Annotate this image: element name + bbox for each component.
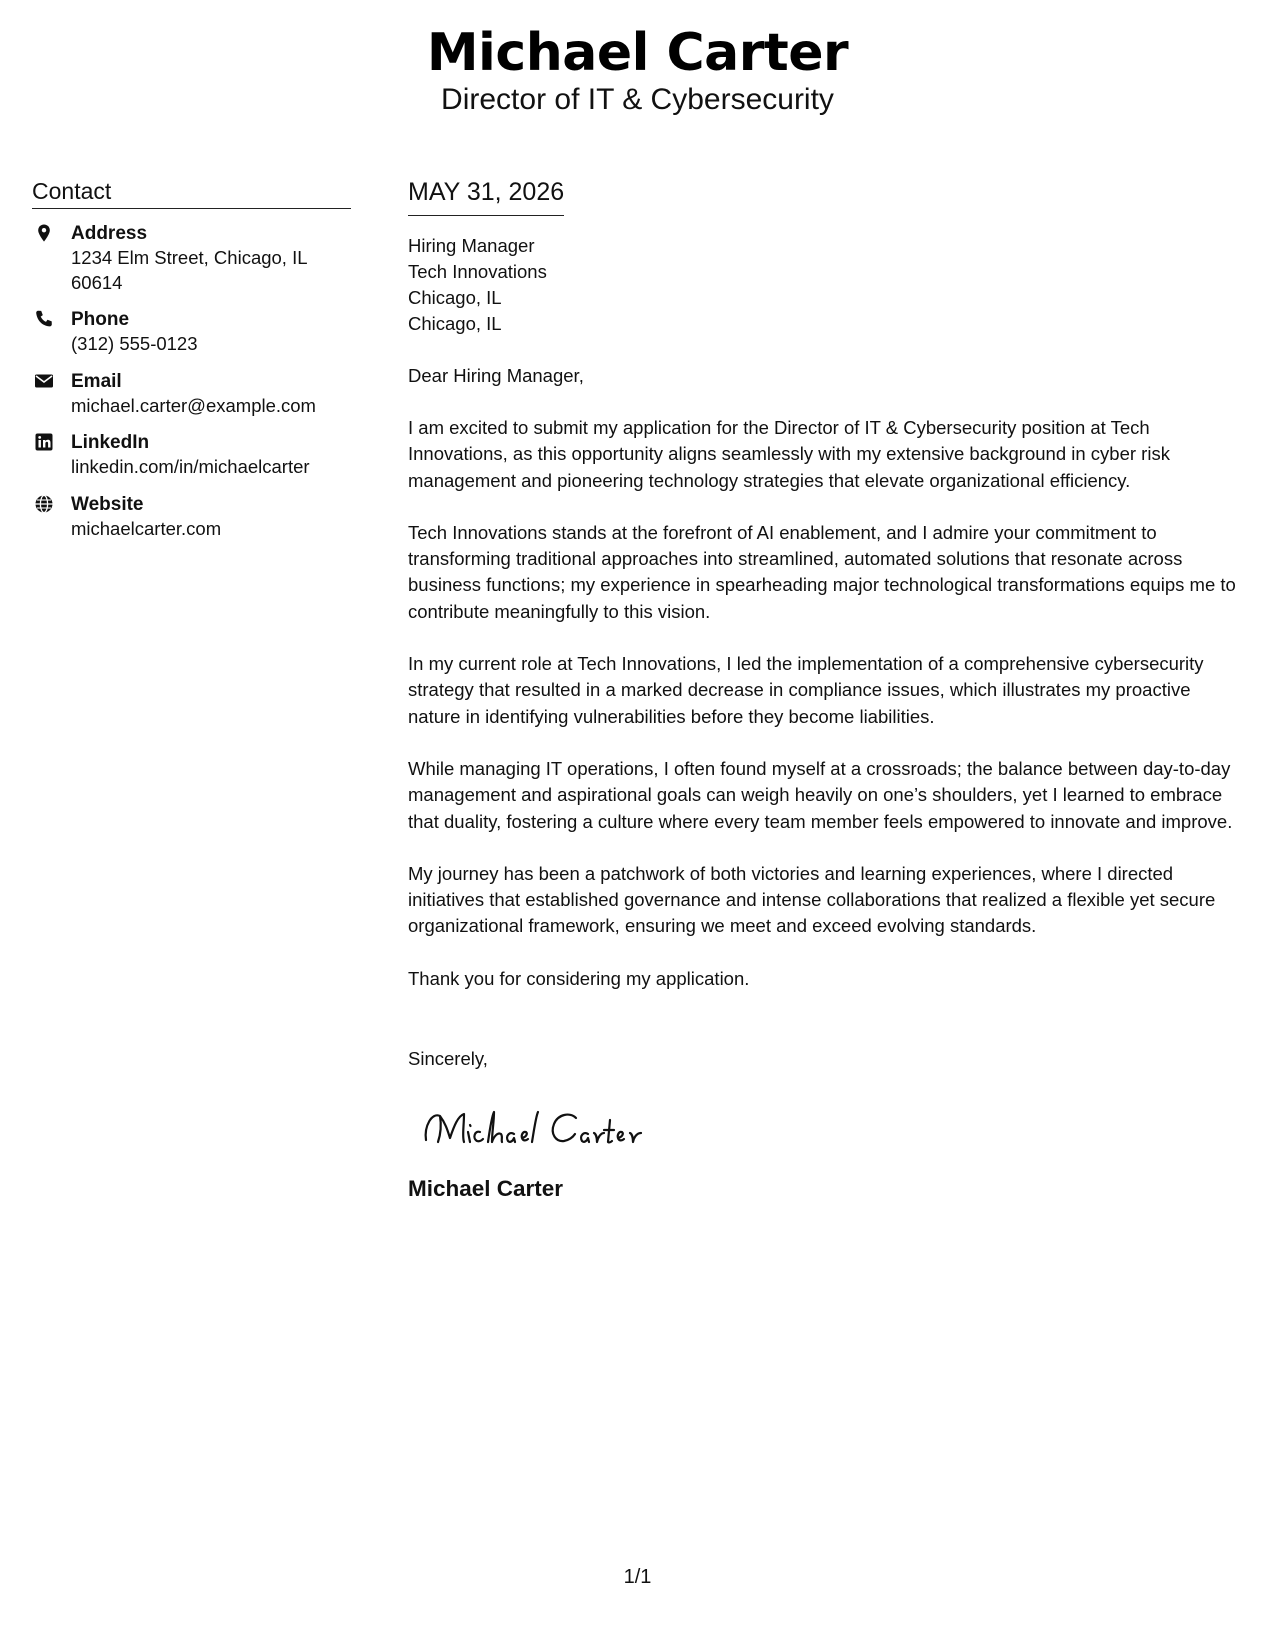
recipient-line: Chicago, IL (408, 313, 502, 334)
recipient-block (408, 233, 1248, 337)
letter-header (0, 22, 1275, 118)
contact-item-address (32, 221, 351, 295)
applicant-role: Director of IT & Cybersecurity (441, 83, 834, 116)
globe-icon (34, 494, 54, 514)
contact-item-linkedin (32, 430, 351, 480)
letter-date: MAY 31, 2026 (408, 176, 564, 216)
body-paragraph: My journey has been a patchwork of both victories and learning experiences, where I directed initiatives that established governance and intense collaborations that realized a flexible yet secure organizational framework, ensuring we meet and exceed evolving standards. (408, 862, 1216, 937)
body-paragraph: Thank you for considering my application. (408, 967, 750, 989)
website-label: Website (71, 493, 144, 515)
envelope-icon (34, 371, 54, 391)
body-paragraph: In my current role at Tech Innovations, I led the implementation of a comprehensive cybersecurity strategy that resulted in a marked decrease in compliance issues, which illustrates my proactive nature in identifying vulnerabilities before they become liabilities. (408, 653, 1204, 727)
phone-label: Phone (71, 309, 130, 330)
signature-image (418, 1098, 668, 1158)
contact-item-phone (32, 307, 351, 357)
linkedin-label: LinkedIn (71, 432, 150, 453)
body-paragraph: I am excited to submit my application for the Director of IT & Cybersecurity position at Tech Innovations, as this opportunity aligns seamlessly with my extensive background in cyber risk management and pioneering technology strategies that elevate organizational efficiency. (408, 417, 1170, 491)
applicant-name: Michael Carter (426, 23, 849, 83)
contact-item-website (32, 492, 351, 542)
closing: Sincerely, (408, 1048, 488, 1070)
phone-icon (34, 309, 54, 329)
recipient-line: Hiring Manager (408, 235, 535, 256)
body-paragraph: While managing IT operations, I often found myself at a crossroads; the balance between day-to-day management and aspirational goals can weigh heavily on one’s shoulders, yet I learned to embrace that duality, fostering a culture where every team member feels empowered to innovate and improve. (408, 757, 1233, 832)
address-label: Address (71, 223, 148, 244)
page-number: 1/1 (623, 1566, 652, 1588)
contact-section-title: Contact (32, 176, 351, 209)
recipient-line: Chicago, IL (408, 287, 502, 308)
body-paragraph: Tech Innovations stands at the forefront of AI enablement, and I admire your commitment to transforming traditional approaches into streamlined, automated solutions that resonate across business functions; my experience in spearheading major technological transformations equips me to contribute meaningfully to this vision. (408, 521, 1236, 622)
letter-body (408, 176, 1248, 1203)
greeting: Dear Hiring Manager, (408, 365, 584, 386)
signed-name: Michael Carter (408, 1176, 564, 1202)
website-value: michaelcarter.com (71, 517, 222, 539)
contact-sidebar (32, 176, 351, 553)
email-label: Email (71, 370, 122, 392)
contact-item-email (32, 369, 351, 419)
address-line-1: 1234 Elm Street, Chicago, IL (71, 247, 308, 268)
email-value: michael.carter@example.com (71, 394, 316, 416)
address-line-2: 60614 (71, 271, 123, 293)
contact-list (32, 221, 351, 541)
linkedin-value: linkedin.com/in/michaelcarter (71, 456, 310, 477)
recipient-line: Tech Innovations (408, 261, 547, 282)
linkedin-icon (34, 432, 54, 452)
phone-value: (312) 555-0123 (71, 333, 198, 354)
map-pin-icon (34, 223, 54, 243)
